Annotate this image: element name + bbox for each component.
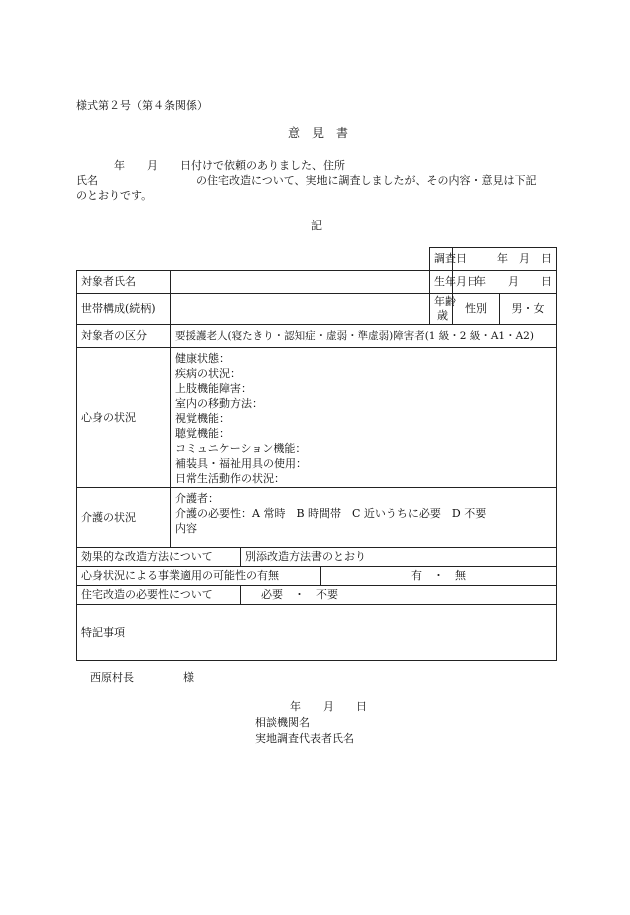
age-unit: 歳 xyxy=(437,309,448,322)
care-item: 介護者： xyxy=(175,492,219,505)
care-item: 内容 xyxy=(175,522,197,535)
footer-date: 年 月 日 xyxy=(290,700,367,713)
special-notes-label: 特記事項 xyxy=(81,625,125,639)
category-value[interactable]: 要援護老人(寝たきり・認知症・虚弱・準虚弱)障害者(1 級・2 級・A1・A2) xyxy=(171,325,557,348)
gender-label: 性別 xyxy=(453,294,500,325)
care-item: 介護の必要性：A 常時 B 時間帯 C 近いうちに必要 D 不要 xyxy=(175,507,487,520)
document-title: 意 見 書 xyxy=(288,126,349,140)
applicability-value[interactable]: 有 ・ 無 xyxy=(321,567,557,586)
blank-cell xyxy=(77,248,430,271)
physical-item: コミュニケーション機能： xyxy=(175,442,307,455)
footer-representative: 実地調査代表者氏名 xyxy=(255,732,354,745)
physical-item: 疾病の状況： xyxy=(175,367,241,380)
survey-date-value[interactable]: 年 月 日 xyxy=(453,248,557,271)
subject-name-label: 対象者氏名 xyxy=(77,271,171,294)
intro-line-3: のとおりです。 xyxy=(76,189,153,202)
household-field[interactable] xyxy=(171,294,430,325)
physical-condition-items[interactable] xyxy=(171,348,557,488)
physical-condition-label: 心身の状況 xyxy=(77,348,171,488)
method-label: 効果的な改造方法について xyxy=(77,548,241,567)
physical-item: 健康状態： xyxy=(175,352,230,365)
care-status-items[interactable] xyxy=(171,488,557,548)
physical-item: 室内の移動方法： xyxy=(175,397,263,410)
household-label: 世帯構成(続柄) xyxy=(77,294,171,325)
footer-agency: 相談機関名 xyxy=(255,716,310,729)
necessity-label: 住宅改造の必要性について xyxy=(77,586,241,605)
honorific: 様 xyxy=(183,671,194,684)
physical-item: 視覚機能： xyxy=(175,412,230,425)
birth-date-value[interactable]: 年 月 日 xyxy=(453,271,557,294)
necessity-value[interactable]: 必要 ・ 不要 xyxy=(241,586,557,605)
age-cell[interactable] xyxy=(430,294,456,325)
applicability-label: 心身状況による事業適用の可能性の有無 xyxy=(77,567,321,586)
birth-date-label: 生年月日 xyxy=(430,271,453,294)
intro-line-2: の住宅改造について、実地に調査しましたが、その内容・意見は下記 xyxy=(196,174,537,187)
gender-value[interactable]: 男・女 xyxy=(500,294,557,325)
physical-item: 補装具・福祉用具の使用： xyxy=(175,457,307,470)
addressee: 西原村長 xyxy=(90,671,134,684)
form-number: 様式第２号（第４条関係） xyxy=(76,99,208,112)
physical-item: 日常生活動作の状況： xyxy=(175,472,285,485)
care-status-label: 介護の状況 xyxy=(77,488,171,548)
subject-name-field[interactable] xyxy=(171,271,430,294)
survey-form-table xyxy=(76,247,557,661)
physical-item: 聴覚機能： xyxy=(175,427,230,440)
ki-heading: 記 xyxy=(311,219,322,232)
category-label: 対象者の区分 xyxy=(77,325,171,348)
intro-line-1: 年 月 日付けで依頼のありました、住所 xyxy=(114,159,345,172)
survey-date-label: 調査日 xyxy=(430,248,453,271)
intro-name-label: 氏名 xyxy=(76,174,98,187)
age-label: 年齢 xyxy=(434,295,456,308)
special-notes-cell[interactable] xyxy=(77,605,557,661)
physical-item: 上肢機能障害： xyxy=(175,382,252,395)
method-value: 別添改造方法書のとおり xyxy=(241,548,557,567)
